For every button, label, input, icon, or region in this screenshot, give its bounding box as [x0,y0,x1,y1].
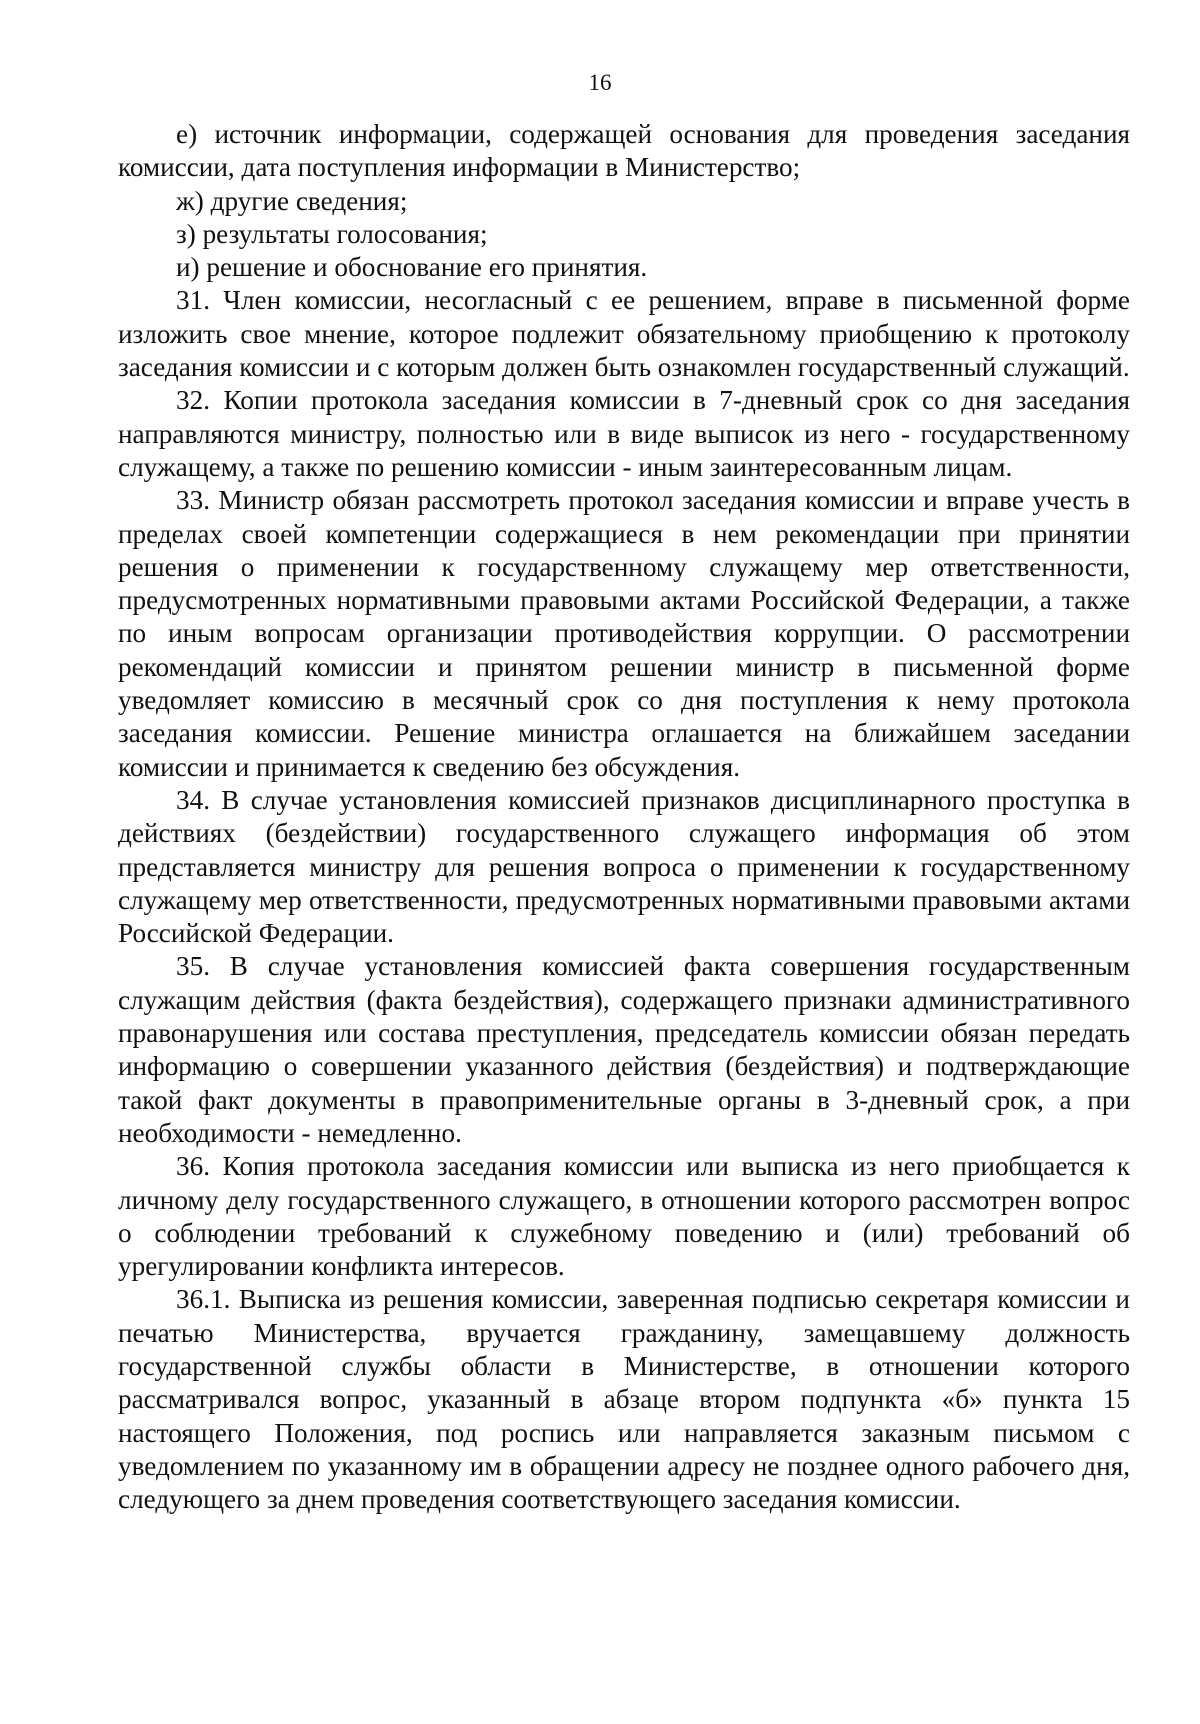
paragraph-32: 32. Копии протокола заседания комиссии в 7-дневный срок со дня заседания направляются министру, полностью или в виде выписок из него - государственному служащему, а также по решению комиссии - иным заинтересованным лицам. [118,385,1130,482]
paragraph-33: 33. Министр обязан рассмотреть протокол заседания комиссии и вправе учесть в пределах своей компетенции содержащиеся в нем рекомендации при принятии решения о применении к государственному служащему мер ответственности, предусмотренных нормативными правовыми актами Российской Федерации, а также по иным вопросам организации противодействия коррупции. О рассмотрении рекомендаций комиссии и принятом решении министр в письменной форме уведомляет комиссию в месячный срок со дня поступления к нему протокола заседания комиссии. Решение министра оглашается на ближайшем заседании комиссии и принимается к сведению без обсуждения. [118,485,1130,782]
page-number: 16 [588,70,612,95]
paragraph-item-zh: ж) другие сведения; [176,185,408,216]
paragraph-34: 34. В случае установления комиссией признаков дисциплинарного проступка в действиях (бездействии) государственного служащего информация об этом представляется министру для решения вопроса о применении к государственному служащему мер ответственности, предусмотренных нормативными правовыми актами Российской Федерации. [118,784,1130,949]
paragraph-item-e: е) источник информации, содержащей основания для проведения заседания комиссии, дата поступления информации в Министерство; [118,119,1130,183]
document-body [118,118,1130,1516]
paragraph-36-1: 36.1. Выписка из решения комиссии, заверенная подписью секретаря комиссии и печатью Министерства, вручается гражданину, замещавшему должность государственной службы области в Министерстве, в отношении которого рассматривался вопрос, указанный в абзаце втором подпункта «б» пункта 15 настоящего Положения, под роспись или направляется заказным письмом с уведомлением по указанному им в обращении адресу не позднее одного рабочего дня, следующего за днем проведения соответствующего заседания комиссии. [118,1284,1130,1515]
paragraph-35: 35. В случае установления комиссией факта совершения государственным служащим действия (факта бездействия), содержащего признаки административного правонарушения или состава преступления, председатель комиссии обязан передать информацию о совершении указанного действия (бездействия) и подтверждающие такой факт документы в правоприменительные органы в 3-дневный срок, а при необходимости - немедленно. [118,951,1130,1148]
paragraph-item-z: з) результаты голосования; [176,218,488,249]
paragraph-36: 36. Копия протокола заседания комиссии или выписка из него приобщается к личному делу государственного служащего, в отношении которого рассмотрен вопрос о соблюдении требований к служебному поведению и (или) требований об урегулировании конфликта интересов. [118,1151,1130,1282]
paragraph-31: 31. Член комиссии, несогласный с ее решением, вправе в письменной форме изложить свое мнение, которое подлежит обязательному приобщению к протоколу заседания комиссии и с которым должен быть ознакомлен государственный служащий. [118,285,1130,383]
paragraph-item-i: и) решение и обоснование его принятия. [176,252,648,283]
